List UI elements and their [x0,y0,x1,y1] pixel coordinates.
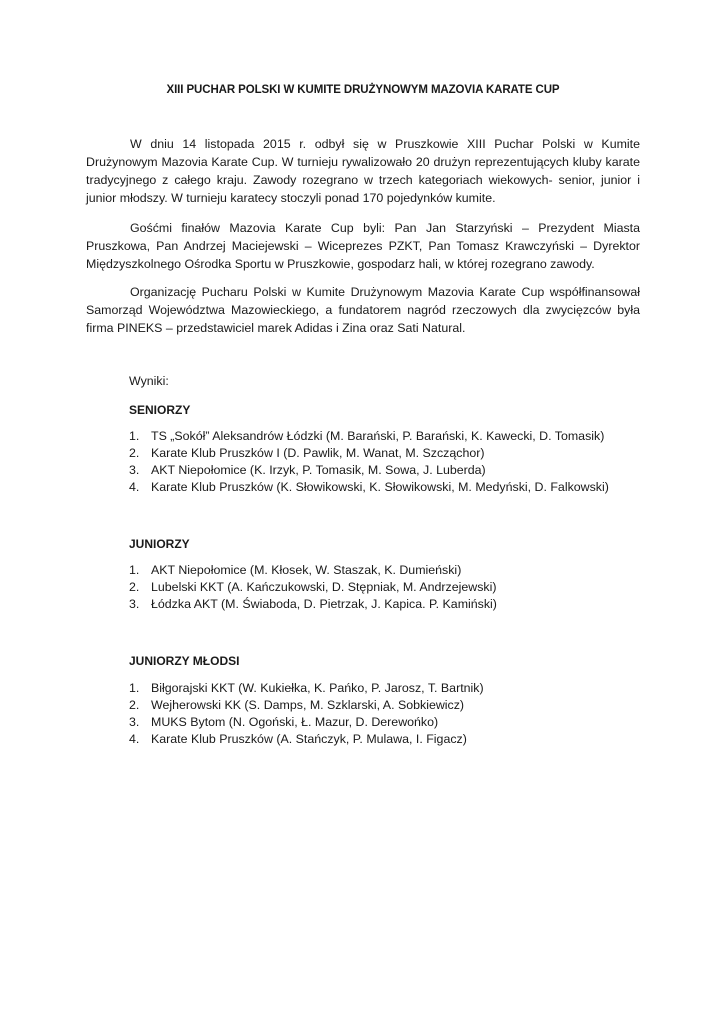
category-heading-seniors: SENIORZY [129,403,191,417]
result-text: Lubelski KKT (A. Kańczukowski, D. Stępniak, M. Andrzejewski) [151,580,497,594]
intro-paragraph: W dniu 14 listopada 2015 r. odbył się w Pruszkowie XIII Puchar Polski w Kumite Drużynowym Mazovia Karate Cup. W turnieju rywalizowało 20 drużyn reprezentujących kluby karate tradycyjnego z całego kraju. Zawody rozegrano w trzech kategoriach wiekowych- senior, junior i junior młodszy. W turnieju karatecy stoczyli ponad 170 pojedynków kumite. [86,137,640,205]
result-text: AKT Niepołomice (K. Irzyk, P. Tomasik, M. Sowa, J. Luberda) [151,463,486,477]
result-item [129,462,609,479]
result-text: Łódzka AKT (M. Świaboda, D. Pietrzak, J. Kapica. P. Kamiński) [151,597,497,611]
result-item [129,562,497,579]
result-number: 1. [129,681,140,695]
results-list-younger-juniors [129,680,484,748]
result-number: 2. [129,698,140,712]
result-item [129,596,497,613]
result-item [129,680,484,697]
result-text: Karate Klub Pruszków (K. Słowikowski, K. Słowikowski, M. Medyński, D. Falkowski) [151,480,609,494]
result-item [129,731,484,748]
result-number: 3. [129,463,140,477]
result-item [129,697,484,714]
result-item [129,479,609,496]
results-label: Wyniki: [129,374,169,388]
sponsors-paragraph: Organizację Pucharu Polski w Kumite Drużynowym Mazovia Karate Cup współfinansował Samorząd Województwa Mazowieckiego, a fundatorem nagród rzeczowych dla zwycięzców była firma PINEKS – przedstawiciel marek Adidas i Zina oraz Sati Natural. [86,285,640,335]
result-item [129,428,609,445]
result-text: Wejherowski KK (S. Damps, M. Szklarski, A. Sobkiewicz) [151,698,465,712]
guests-paragraph: Gośćmi finałów Mazovia Karate Cup byli: Pan Jan Starzyński – Prezydent Miasta Pruszkowa, Pan Andrzej Maciejewski – Wiceprezes PZKT, Pan Tomasz Krawczyński – Dyrektor Międzyszkolnego Ośrodka Sportu w Pruszkowie, gospodarz hali, w której rozegrano zawody. [86,221,640,271]
result-text: Karate Klub Pruszków I (D. Pawlik, M. Wanat, M. Szcząchor) [151,446,485,460]
result-item [129,714,484,731]
result-item [129,579,497,596]
document-title: XIII PUCHAR POLSKI W KUMITE DRUŻYNOWYM MAZOVIA KARATE CUP [166,84,560,96]
results-list-seniors [129,428,609,496]
category-heading-younger-juniors: JUNIORZY MŁODSI [129,654,240,668]
result-text: TS „Sokół” Aleksandrów Łódzki (M. Barański, P. Barański, K. Kawecki, D. Tomasik) [151,429,605,443]
result-number: 2. [129,446,140,460]
result-number: 2. [129,580,140,594]
result-text: MUKS Bytom (N. Ogoński, Ł. Mazur, D. Derewońko) [151,715,439,729]
result-number: 4. [129,480,140,494]
result-number: 3. [129,715,140,729]
result-item [129,445,609,462]
results-list-juniors [129,562,497,613]
category-heading-juniors: JUNIORZY [129,537,190,551]
result-number: 1. [129,429,140,443]
result-text: AKT Niepołomice (M. Kłosek, W. Staszak, K. Dumieński) [151,563,462,577]
result-number: 1. [129,563,140,577]
result-text: Karate Klub Pruszków (A. Stańczyk, P. Mulawa, I. Figacz) [151,732,467,746]
result-text: Biłgorajski KKT (W. Kukiełka, K. Pańko, P. Jarosz, T. Bartnik) [151,681,484,695]
result-number: 4. [129,732,140,746]
result-number: 3. [129,597,140,611]
